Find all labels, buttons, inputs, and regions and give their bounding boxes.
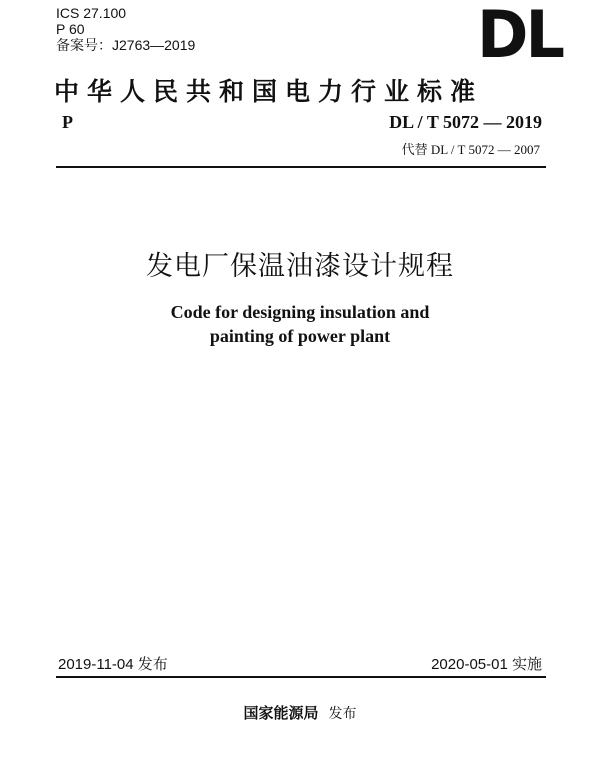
dl-logo: DL	[477, 0, 562, 73]
standard-code: DL / T 5072 — 2019	[389, 112, 542, 132]
issuer	[0, 702, 600, 723]
title-english-line1: Code for designing insulation and	[170, 302, 430, 322]
registration-number: 备案号：J2763—2019	[56, 37, 196, 53]
issuer-name: 国家能源局	[243, 704, 319, 722]
bottom-divider	[56, 676, 546, 678]
classification-letter: P	[62, 112, 73, 132]
issuer-action: 发布	[328, 706, 357, 722]
top-divider	[56, 166, 546, 168]
implementation-date: 2020-05-01 实施	[431, 656, 542, 673]
issue-date: 2019-11-04 发布	[58, 656, 168, 673]
class-code: P 60	[56, 21, 85, 37]
title-english-line2: painting of power plant	[209, 326, 391, 346]
title-chinese: 发电厂保温油漆设计规程	[146, 251, 454, 282]
industry-standard-title: 中华人民共和国电力行业标准	[54, 77, 484, 106]
replaces-standard: 代替 DL / T 5072 — 2007	[401, 142, 540, 157]
ics-code: ICS 27.100	[56, 5, 127, 21]
